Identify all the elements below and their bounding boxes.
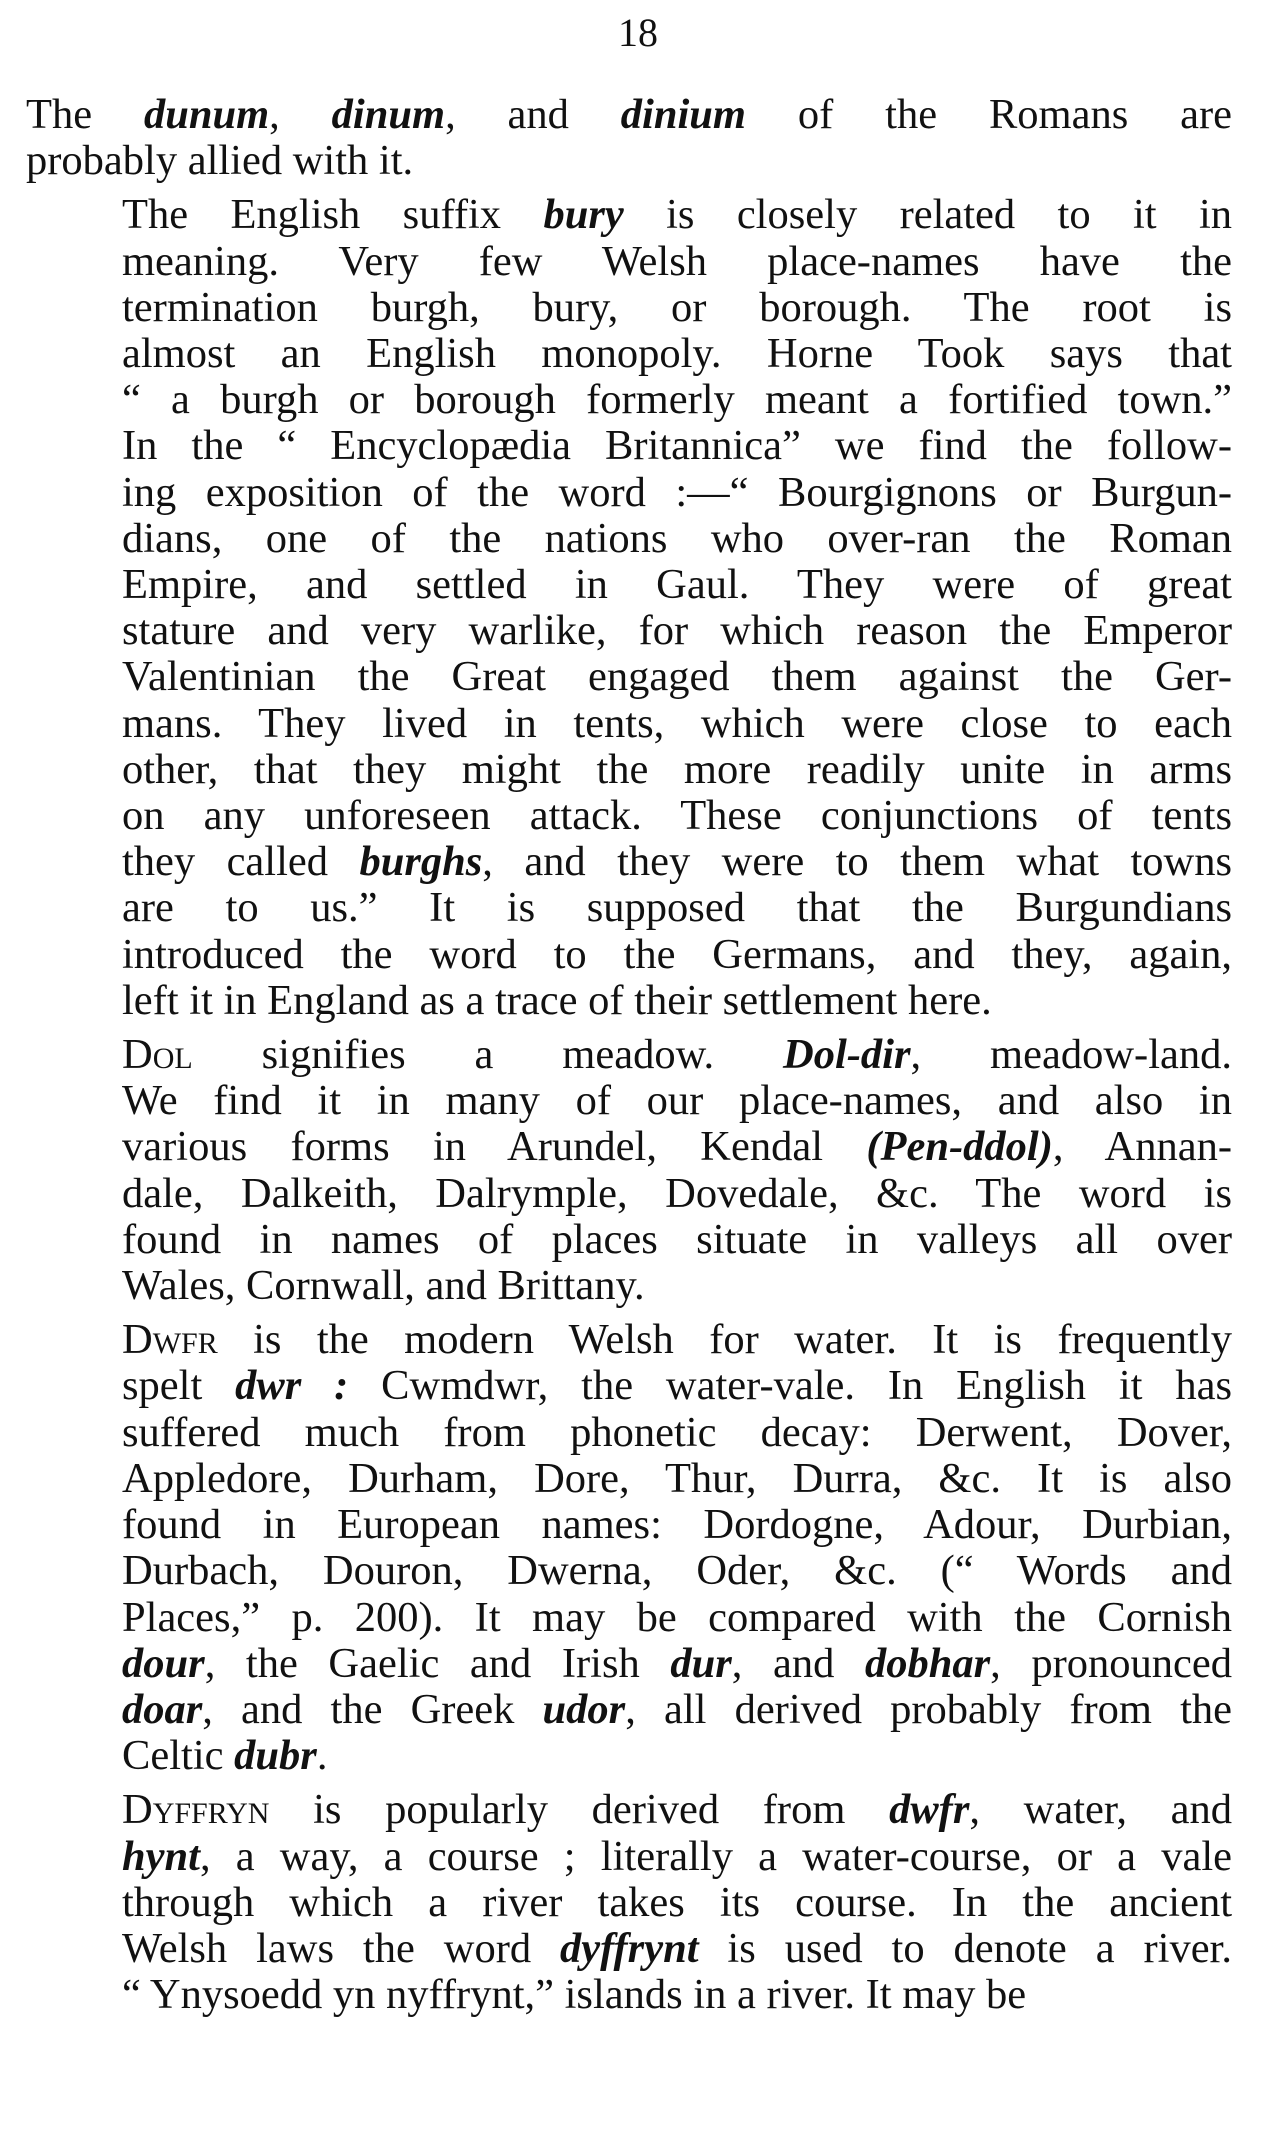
text-run: termination burgh, bury, or borough. The root is bbox=[122, 283, 1232, 331]
text-run: through which a river takes its course. In the ancient bbox=[122, 1878, 1232, 1926]
text-run: Durbach, Douron, Dwerna, Oder, &c. (“ Words and bbox=[122, 1547, 1232, 1595]
text-line bbox=[26, 793, 1232, 839]
text-line bbox=[26, 1548, 1232, 1594]
text-run: In the “ Encyclopædia Britannica” we find the follow- bbox=[122, 422, 1232, 470]
paragraph-dunum bbox=[26, 92, 1232, 184]
text-run: found in European names: Dordogne, Adour, Durbian, bbox=[122, 1501, 1232, 1549]
text-run: is the modern Welsh for water. It is frequently bbox=[217, 1316, 1232, 1364]
text-line bbox=[26, 608, 1232, 654]
italic-term: Dol-dir bbox=[783, 1031, 911, 1079]
text-run: suffered much from phonetic decay: Derwent, Dover, bbox=[122, 1408, 1232, 1456]
text-run: ing exposition of the word :—“ Bourgignons or Burgun- bbox=[122, 468, 1232, 516]
text-run: , the Gaelic and Irish bbox=[204, 1639, 671, 1687]
text-line bbox=[26, 839, 1232, 885]
text-line bbox=[26, 1078, 1232, 1124]
italic-term: doar bbox=[122, 1685, 203, 1733]
page-number: 18 bbox=[618, 10, 658, 55]
text-line bbox=[26, 747, 1232, 793]
text-run: dians, one of the nations who over-ran the Roman bbox=[122, 514, 1232, 562]
text-line bbox=[26, 701, 1232, 747]
text-run: , meadow-land. bbox=[910, 1031, 1232, 1079]
text-line bbox=[26, 1363, 1232, 1409]
italic-term: dwr : bbox=[235, 1362, 349, 1410]
text-line bbox=[26, 92, 1232, 138]
text-run: , and bbox=[445, 91, 621, 138]
text-run: left it in England as a trace of their settlement here. bbox=[122, 976, 992, 1024]
text-line bbox=[26, 423, 1232, 469]
text-run: on any unforeseen attack. These conjunctions of tents bbox=[122, 792, 1232, 840]
text-line bbox=[26, 654, 1232, 700]
italic-term: dwfr bbox=[889, 1786, 970, 1834]
text-line bbox=[26, 331, 1232, 377]
text-run: . bbox=[316, 1732, 328, 1780]
text-run: We find it in many of our place-names, and also in bbox=[122, 1077, 1232, 1125]
paragraph-dwfr bbox=[26, 1317, 1232, 1779]
italic-term: dinum bbox=[331, 91, 446, 138]
headword: Dol bbox=[122, 1031, 193, 1079]
text-line bbox=[26, 1834, 1232, 1880]
text-run: , and bbox=[731, 1639, 865, 1687]
text-line bbox=[26, 1124, 1232, 1170]
text-line bbox=[26, 377, 1232, 423]
text-run: “ Ynysoedd yn nyffrynt,” islands in a river. It may be bbox=[122, 1971, 1027, 2019]
text-run: mans. They lived in tents, which were close to each bbox=[122, 699, 1232, 747]
paragraph-dol bbox=[26, 1032, 1232, 1309]
text-run: Wales, Cornwall, and Brittany. bbox=[122, 1262, 645, 1310]
text-run: , pronounced bbox=[990, 1639, 1232, 1687]
italic-term: burghs bbox=[359, 838, 483, 886]
italic-term: hynt bbox=[122, 1832, 200, 1880]
italic-term: udor bbox=[542, 1685, 626, 1733]
text-run: “ a burgh or borough formerly meant a fortified town.” bbox=[122, 376, 1232, 424]
italic-term: dunum bbox=[143, 91, 270, 138]
text-line bbox=[26, 1217, 1232, 1263]
text-line bbox=[26, 978, 1232, 1024]
italic-term: dinium bbox=[620, 91, 746, 138]
text-run: they called bbox=[122, 838, 360, 886]
italic-term: dour bbox=[122, 1639, 205, 1687]
paragraph-dyffryn bbox=[26, 1787, 1232, 2018]
body-text bbox=[26, 92, 1232, 2018]
text-line bbox=[26, 1502, 1232, 1548]
text-line bbox=[26, 285, 1232, 331]
italic-term: bury bbox=[543, 191, 624, 239]
text-line bbox=[26, 138, 1232, 184]
text-run: Places,” p. 200). It may be compared with the Cornish bbox=[122, 1593, 1232, 1641]
text-run: The English suffix bbox=[122, 191, 544, 239]
text-run: , Annan- bbox=[1052, 1123, 1232, 1171]
headword: Dwfr bbox=[122, 1316, 218, 1364]
text-run: , water, and bbox=[969, 1786, 1232, 1834]
text-line bbox=[26, 1787, 1232, 1833]
text-line bbox=[26, 1972, 1232, 2018]
text-run: probably allied with it. bbox=[26, 137, 414, 185]
text-run: , and they were to them what towns bbox=[482, 838, 1233, 886]
text-run: The bbox=[26, 91, 144, 138]
text-run: , bbox=[269, 91, 332, 138]
text-run: found in names of places situate in valleys all over bbox=[122, 1215, 1232, 1263]
text-line bbox=[26, 1733, 1232, 1779]
text-run: Valentinian the Great engaged them against the Ger- bbox=[122, 653, 1232, 701]
text-line bbox=[26, 1456, 1232, 1502]
text-run: other, that they might the more readily unite in arms bbox=[122, 745, 1232, 793]
text-run: meaning. Very few Welsh place-names have the bbox=[122, 237, 1232, 285]
text-line bbox=[26, 1926, 1232, 1972]
italic-term: dur bbox=[670, 1639, 732, 1687]
text-run: is popularly derived from bbox=[269, 1786, 890, 1834]
text-run: is used to denote a river. bbox=[698, 1924, 1232, 1972]
italic-term: dubr bbox=[234, 1732, 317, 1780]
text-line bbox=[26, 470, 1232, 516]
text-run: Celtic bbox=[122, 1732, 235, 1780]
text-line bbox=[26, 1687, 1232, 1733]
text-line bbox=[26, 1263, 1232, 1309]
text-line bbox=[26, 239, 1232, 285]
text-run: stature and very warlike, for which reason the Emperor bbox=[122, 607, 1232, 655]
text-line bbox=[26, 932, 1232, 978]
text-run: Cwmdwr, the water-vale. In English it has bbox=[348, 1362, 1232, 1410]
text-run: spelt bbox=[122, 1362, 236, 1410]
text-run: is closely related to it in bbox=[623, 191, 1233, 239]
text-run: , a way, a course ; literally a water-course, or a vale bbox=[199, 1832, 1232, 1880]
text-line bbox=[26, 1032, 1232, 1078]
text-run: are to us.” It is supposed that the Burgundians bbox=[122, 884, 1232, 932]
text-line bbox=[26, 562, 1232, 608]
text-line bbox=[26, 1641, 1232, 1687]
text-line bbox=[26, 1595, 1232, 1641]
text-line bbox=[26, 192, 1232, 238]
text-line bbox=[26, 1171, 1232, 1217]
text-line bbox=[26, 1317, 1232, 1363]
text-run: , all derived probably from the bbox=[625, 1685, 1232, 1733]
text-line bbox=[26, 885, 1232, 931]
text-run: , and the Greek bbox=[202, 1685, 543, 1733]
text-run: of the Romans are bbox=[746, 91, 1232, 138]
text-run: Empire, and settled in Gaul. They were of great bbox=[122, 561, 1232, 609]
paragraph-bury bbox=[26, 192, 1232, 1024]
text-run: Welsh laws the word bbox=[122, 1924, 561, 1972]
text-run: introduced the word to the Germans, and they, again, bbox=[122, 930, 1232, 978]
italic-term: dobhar bbox=[864, 1639, 991, 1687]
text-line bbox=[26, 1410, 1232, 1456]
text-run: signifies a meadow. bbox=[192, 1031, 784, 1079]
text-run: dale, Dalkeith, Dalrymple, Dovedale, &c. The word is bbox=[122, 1169, 1232, 1217]
text-run: almost an English monopoly. Horne Took says that bbox=[122, 330, 1232, 378]
text-line bbox=[26, 1880, 1232, 1926]
text-line bbox=[26, 516, 1232, 562]
text-run: various forms in Arundel, Kendal bbox=[122, 1123, 867, 1171]
headword: Dyffryn bbox=[122, 1786, 270, 1834]
italic-term: (Pen-ddol) bbox=[866, 1123, 1053, 1171]
italic-term: dyffrynt bbox=[560, 1924, 699, 1972]
text-run: Appledore, Durham, Dore, Thur, Durra, &c. It is also bbox=[122, 1454, 1232, 1502]
